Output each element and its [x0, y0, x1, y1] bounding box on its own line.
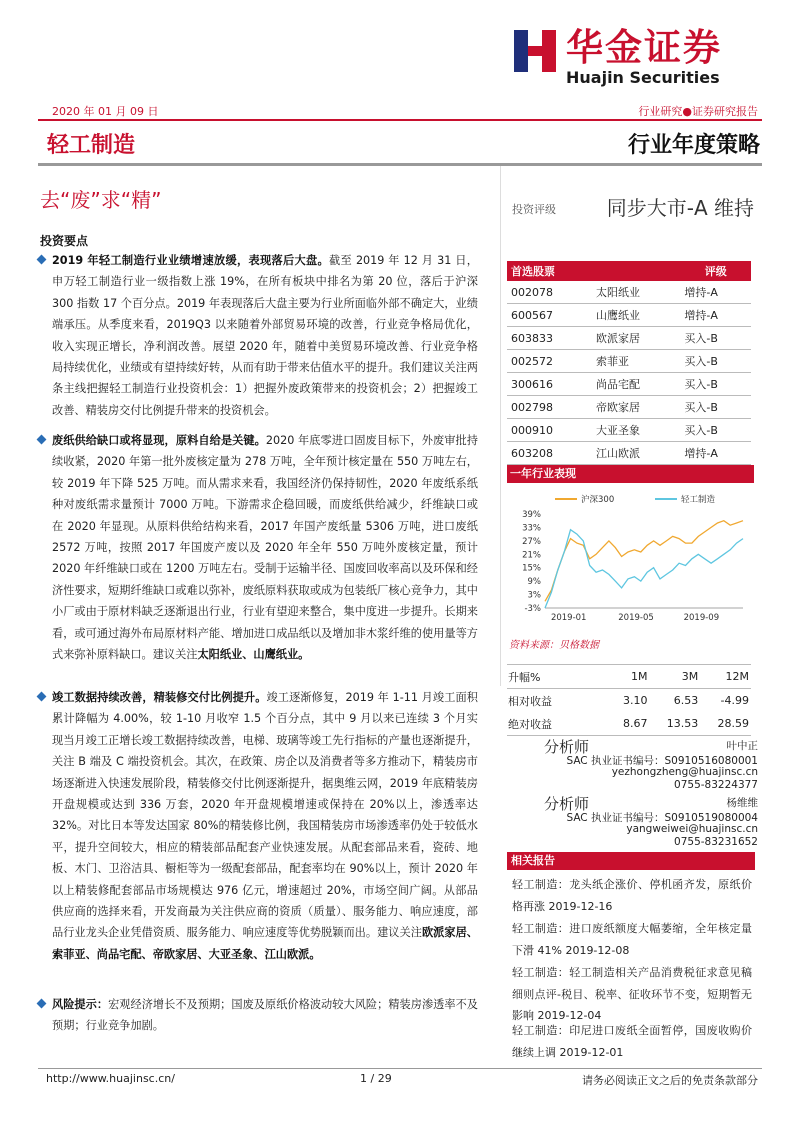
- y-tick-label: 21%: [522, 550, 541, 561]
- table-row: [507, 712, 751, 736]
- table-row: [507, 327, 751, 350]
- rating-label: 投资评级: [512, 203, 556, 216]
- returns-header: 升幅%: [507, 665, 609, 689]
- x-tick-label: 2019-09: [683, 613, 720, 623]
- report-category: 行业研究●证券研究报告: [638, 105, 758, 118]
- paragraph-lead: 风险提示：: [52, 998, 109, 1011]
- brand-name-en: Huajin Securities: [566, 68, 720, 87]
- stock-rating: 增持-A: [680, 304, 751, 327]
- stock-code: 002078: [507, 281, 592, 304]
- related-report-link[interactable]: 轻工制造：印尼进口废纸全面暂停，国废收购价继续上调 2019-12-01: [512, 1024, 752, 1059]
- paragraph-lead: 竣工数据持续改善，精装修交付比例提升。: [52, 691, 267, 704]
- stock-name: 大亚圣象: [592, 419, 680, 442]
- x-tick-label: 2019-01: [550, 613, 587, 623]
- stock-rating: 买入-B: [680, 327, 751, 350]
- stock-rating: 买入-B: [680, 419, 751, 442]
- returns-value: 3.10: [622, 694, 648, 707]
- table-row: [507, 665, 751, 689]
- stock-code: 002798: [507, 396, 592, 419]
- stock-rating: 增持-A: [680, 281, 751, 304]
- related-report-link[interactable]: 轻工制造：龙头纸企涨价、停机函齐发，原纸价格再涨 2019-12-16: [512, 878, 752, 913]
- disclaimer-notice: 请务必阅读正文之后的免责条款部分: [582, 1074, 758, 1087]
- title-divider: [38, 163, 762, 166]
- footer-url[interactable]: http://www.huajinsc.cn/: [46, 1072, 175, 1085]
- paragraph-lead: 2019 年轻工制造行业业绩增速放缓，表现落后大盘。: [52, 254, 330, 267]
- table-row: [507, 689, 751, 713]
- bullet-icon: [37, 435, 47, 445]
- stock-name: 欧派家居: [592, 327, 680, 350]
- returns-header: 3M: [649, 665, 700, 689]
- picks-header-stock: 首选股票: [507, 261, 680, 281]
- analyst-sac: SAC 执业证书编号：S0910519080004: [566, 812, 758, 824]
- column-divider: [500, 166, 501, 686]
- returns-value: 28.59: [700, 712, 751, 736]
- table-row: [507, 281, 751, 304]
- returns-label: 绝对收益: [507, 712, 609, 736]
- industry-title: 轻工制造: [47, 133, 136, 158]
- returns-value: 6.53: [673, 694, 699, 707]
- returns-table: [507, 664, 751, 736]
- stock-name: 山鹰纸业: [592, 304, 680, 327]
- stock-code: 603208: [507, 442, 592, 465]
- paragraph-body: 竣工逐渐修复，2019 年 1-11 月竣工面积累计降幅为 4.00%，较 1-10 月收窄 1.5 个百分点，其中 9 月以来已连续 3 个月实现当月竣工正增长竣工数据持续改善，电梯、玻璃等竣工先行指标的产量也逐渐提升，关注 B 端及 C 端投资机会。其次，在政策、房企以及消费者等多方推动下，精装房市场逐渐进入快速发展阶段，精装修交付比例逐渐提升，据奥维云网，2019 年底精装房开盘规模或达到 336 万套，2020 年开盘规模增速或保持在 20%以上，渗透率达 32%。对比日本等发达国家 80%的精装修比例，我国精装房市场渗透率仍处于较低水平，提升空间较大，相应的精装部品配套产业快速发展。从配套部品来看，瓷砖、地板、木门、卫浴洁具、橱柜等为一级配套部品，配套率均在 90%以上，预计 2020 年以上精装修配套部品市场规模达 976 亿元，增速超过 20%，市场空间广阔。从部品供应商的选择来看，开发商最为关注供应商的资质（质量）、服务能力、响应速度，部品行业龙头企业凭借资质、服务能力、响应速度等优势脱颖而出。建议关注: [52, 691, 478, 940]
- analyst-name: 杨维维: [726, 797, 758, 809]
- analyst-phone: 0755-83231652: [674, 836, 758, 848]
- page-number: 1 / 29: [360, 1072, 392, 1085]
- analyst-role: 分析师: [544, 738, 590, 756]
- y-tick-label: 3%: [527, 590, 541, 601]
- paragraph-completion: [52, 687, 478, 965]
- bullet-icon: [37, 255, 47, 265]
- stock-code: 600567: [507, 304, 592, 327]
- returns-value: -4.99: [720, 694, 749, 707]
- legend-label: 沪深300: [581, 495, 615, 505]
- paragraph-lead: 废纸供给缺口或将显现，原料自给是关键。: [52, 434, 266, 447]
- footer-divider: [38, 1068, 762, 1069]
- legend-label: 轻工制造: [681, 495, 716, 505]
- related-report-link[interactable]: 轻工制造：进口废纸额度大幅萎缩，全年核定量下滑 41% 2019-12-08: [512, 922, 752, 957]
- stock-code: 603833: [507, 327, 592, 350]
- stock-code: 300616: [507, 373, 592, 396]
- table-row: [507, 304, 751, 327]
- analyst-sac: SAC 执业证书编号：S0910516080001: [566, 755, 758, 767]
- stock-rating: 买入-B: [680, 396, 751, 419]
- returns-value: 8.67: [609, 712, 649, 736]
- y-tick-label: 9%: [527, 577, 541, 588]
- performance-heading: 一年行业表现: [507, 465, 754, 483]
- brand-name-cn: 华金证券: [566, 26, 722, 69]
- header-divider: [38, 119, 762, 121]
- stock-name: 江山欧派: [592, 442, 680, 465]
- bullet-icon: [37, 999, 47, 1009]
- returns-label: 相对收益: [508, 694, 552, 708]
- related-report-link[interactable]: 轻工制造：轻工制造相关产品消费税征求意见稿细则点评-税目、税率、征收环节不变，短期暂无影响 2019-12-04: [512, 966, 752, 1022]
- report-date: 2020 年 01 月 09 日: [52, 105, 159, 118]
- analyst-email: yangweiwei@huajinsc.cn: [626, 823, 758, 835]
- section-heading: 投资要点: [40, 234, 89, 248]
- returns-header: 1M: [609, 665, 649, 689]
- table-row: [507, 442, 751, 465]
- analyst-name: 叶中正: [726, 740, 758, 752]
- chart-source: 资料来源：贝格数据: [509, 640, 599, 651]
- y-tick-label: 15%: [522, 563, 541, 574]
- y-tick-label: 27%: [522, 536, 541, 547]
- stock-rating: 买入-B: [680, 350, 751, 373]
- table-row: [507, 419, 751, 442]
- analyst-email: yezhongzheng@huajinsc.cn: [611, 766, 758, 778]
- paragraph-tail: 欧派家居、索菲亚、尚品宅配、帝欧家居、大亚圣象、江山欧派。: [52, 926, 478, 961]
- y-tick-label: 39%: [522, 510, 541, 520]
- analyst-phone: 0755-83224377: [674, 779, 758, 791]
- returns-header: 12M: [700, 665, 751, 689]
- table-row: [507, 373, 751, 396]
- stock-name: 太阳纸业: [592, 281, 680, 304]
- paragraph-wastepaper: [52, 430, 478, 665]
- performance-chart: [507, 488, 751, 628]
- report-title: 去“废”求“精”: [40, 188, 162, 212]
- rating-value: 同步大市-A 维持: [606, 196, 754, 220]
- paragraph-performance: [52, 250, 478, 421]
- analyst-role: 分析师: [544, 795, 590, 813]
- related-heading: 相关报告: [507, 852, 755, 870]
- returns-value: 13.53: [649, 712, 700, 736]
- y-tick-label: -3%: [524, 604, 541, 614]
- stock-picks-table: [507, 261, 751, 465]
- stock-rating: 买入-B: [680, 373, 751, 396]
- stock-name: 索菲亚: [592, 350, 680, 373]
- stock-name: 帝欧家居: [592, 396, 680, 419]
- y-tick-label: 33%: [522, 523, 541, 534]
- stock-name: 尚品宅配: [592, 373, 680, 396]
- paragraph-body: 2020 年底零进口固废目标下，外废审批持续收紧，2020 年第一批外废核定量为 278 万吨，全年预计核定量在 550 万吨左右，较 2019 年下降 525 万吨。而从需求来看，我国经济仍保持韧性，2020 年废纸系纸种对废纸需求量预计 7000 万吨。下游需求企稳回暖，而废纸供给减少，纤维缺口或在 2020 年显现。从原料供给结构来看，2017 年国产废纸量 5306 万吨，进口废纸 2572 万吨，按照 2017 年国废产废以及 2020 年全年 550 万吨外废核定量，预计 2020 年纤维缺口或在 1200 万吨左右。受制于运输半径、国废回收率高以及环保和经济性要求，短期纤维缺口或难以弥补，废纸原料获取或成为包装纸厂核心竞争力，其中小厂或由于原材料缺乏逐渐退出行业，行业有望迎来整合，集中度进一步提升。长期来看，或可通过海外布局原材料产能、增加进口成品纸以及增加非木浆纤维的使用量等方式来弥补原料缺口。建议关注: [52, 434, 478, 662]
- stock-code: 000910: [507, 419, 592, 442]
- table-row: [507, 350, 751, 373]
- report-type: 行业年度策略: [627, 133, 760, 158]
- huajin-logo-icon: [514, 30, 556, 72]
- picks-header-rating: 评级: [680, 261, 751, 281]
- paragraph-body: 宏观经济增长不及预期；国废及原纸价格波动较大风险；精装房渗透率不及预期；行业竞争加剧。: [52, 998, 478, 1033]
- stock-rating: 增持-A: [680, 442, 751, 465]
- bullet-icon: [37, 692, 47, 702]
- paragraph-body: 截至 2019 年 12 月 31 日，申万轻工制造行业一级指数上涨 19%，在所有板块中排名为第 20 位，落后于沪深 300 指数 17 个百分点。2019 年表现落后大盘主要为行业所面临外部不确定大，业绩端承压。从季度来看，2019Q3 以来随着外部贸易环境的改善，行业竞争格局优化，收入实现正增长，净利润改善。展望 2020 年，随着中美贸易环境改善、行业竞争格局持续优化，业绩或有望持续好转，从而有助于带来估值水平的提升。我们建议关注两条主线把握轻工制造行业投资机会：1）把握外废政策带来的投资机会；2）把握竣工改善、精装房交付比例提升带来的投资机会。: [52, 254, 478, 417]
- paragraph-risk: [52, 994, 478, 1037]
- stock-code: 002572: [507, 350, 592, 373]
- x-tick-label: 2019-05: [618, 613, 654, 623]
- table-row: [507, 396, 751, 419]
- paragraph-tail: 太阳纸业、山鹰纸业。: [197, 648, 310, 662]
